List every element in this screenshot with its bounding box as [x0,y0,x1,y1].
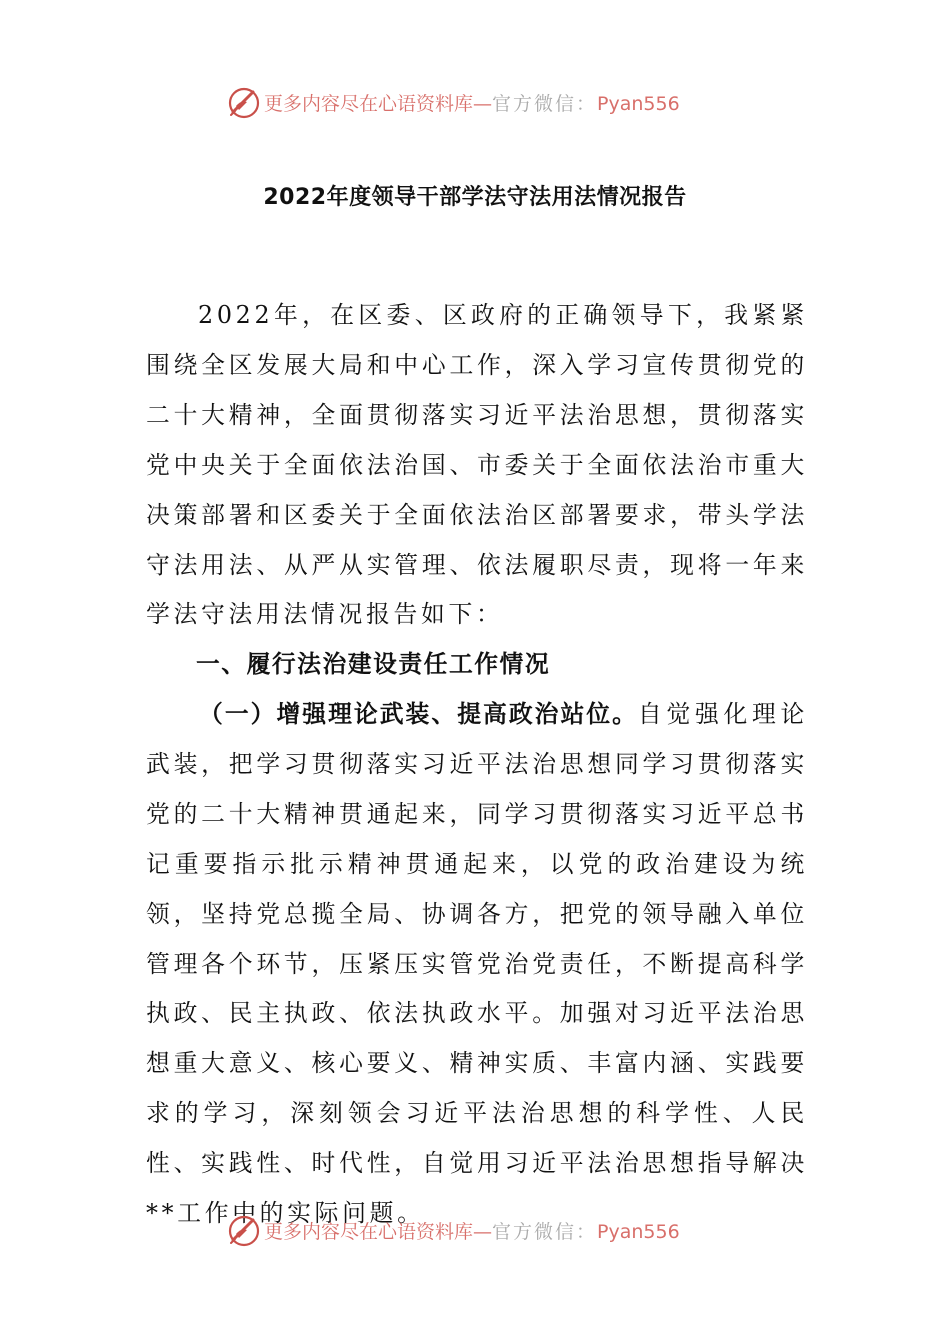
intro-paragraph: 2022年，在区委、区政府的正确领导下，我紧紧围绕全区发展大局和中心工作，深入学习宣传贯彻党的二十大精神，全面贯彻落实习近平法治思想，贯彻落实党中央关于全面依法治国、市委关于全面依法治市重大决策部署和区委关于全面依法治区部署要求，带头学法守法用法、从严从实管理、依法履职尽责，现将一年来学法守法用法情况报告如下： [146,301,808,629]
subsection-paragraph [146,690,808,1239]
section-heading: 一、履行法治建设责任工作情况 [196,650,551,678]
subsection-lead: （一）增强理论武装、提高政治站位。 [198,700,638,728]
document-title: 2022年度领导干部学法守法用法情况报告 [263,185,687,210]
subsection-body: 自觉强化理论武装，把学习贯彻落实习近平法治思想同学习贯彻落实党的二十大精神贯通起来，同学习贯彻落实习近平总书记重要指示批示精神贯通起来，以党的政治建设为统领，坚持党总揽全局、协调各方，把党的领导融入单位管理各个环节，压紧压实管党治党责任，不断提高科学执政、民主执政、依法执政水平。加强对习近平法治思想重大意义、核心要义、精神实质、丰富内涵、实践要求的学习，深刻领会习近平法治思想的科学性、人民性、实践性、时代性，自觉用习近平法治思想指导解决**工作中的实际问题。 [146,700,809,1228]
pen-circle-logo-icon [227,86,261,120]
watermark-text: 更多内容尽在心语资料库—官方微信：Pyan556 [264,93,680,115]
watermark-text: 更多内容尽在心语资料库—官方微信：Pyan556 [264,1221,680,1243]
pen-circle-logo-icon [227,1214,261,1248]
watermark-footer [0,1210,950,1250]
watermark-header [0,82,950,122]
